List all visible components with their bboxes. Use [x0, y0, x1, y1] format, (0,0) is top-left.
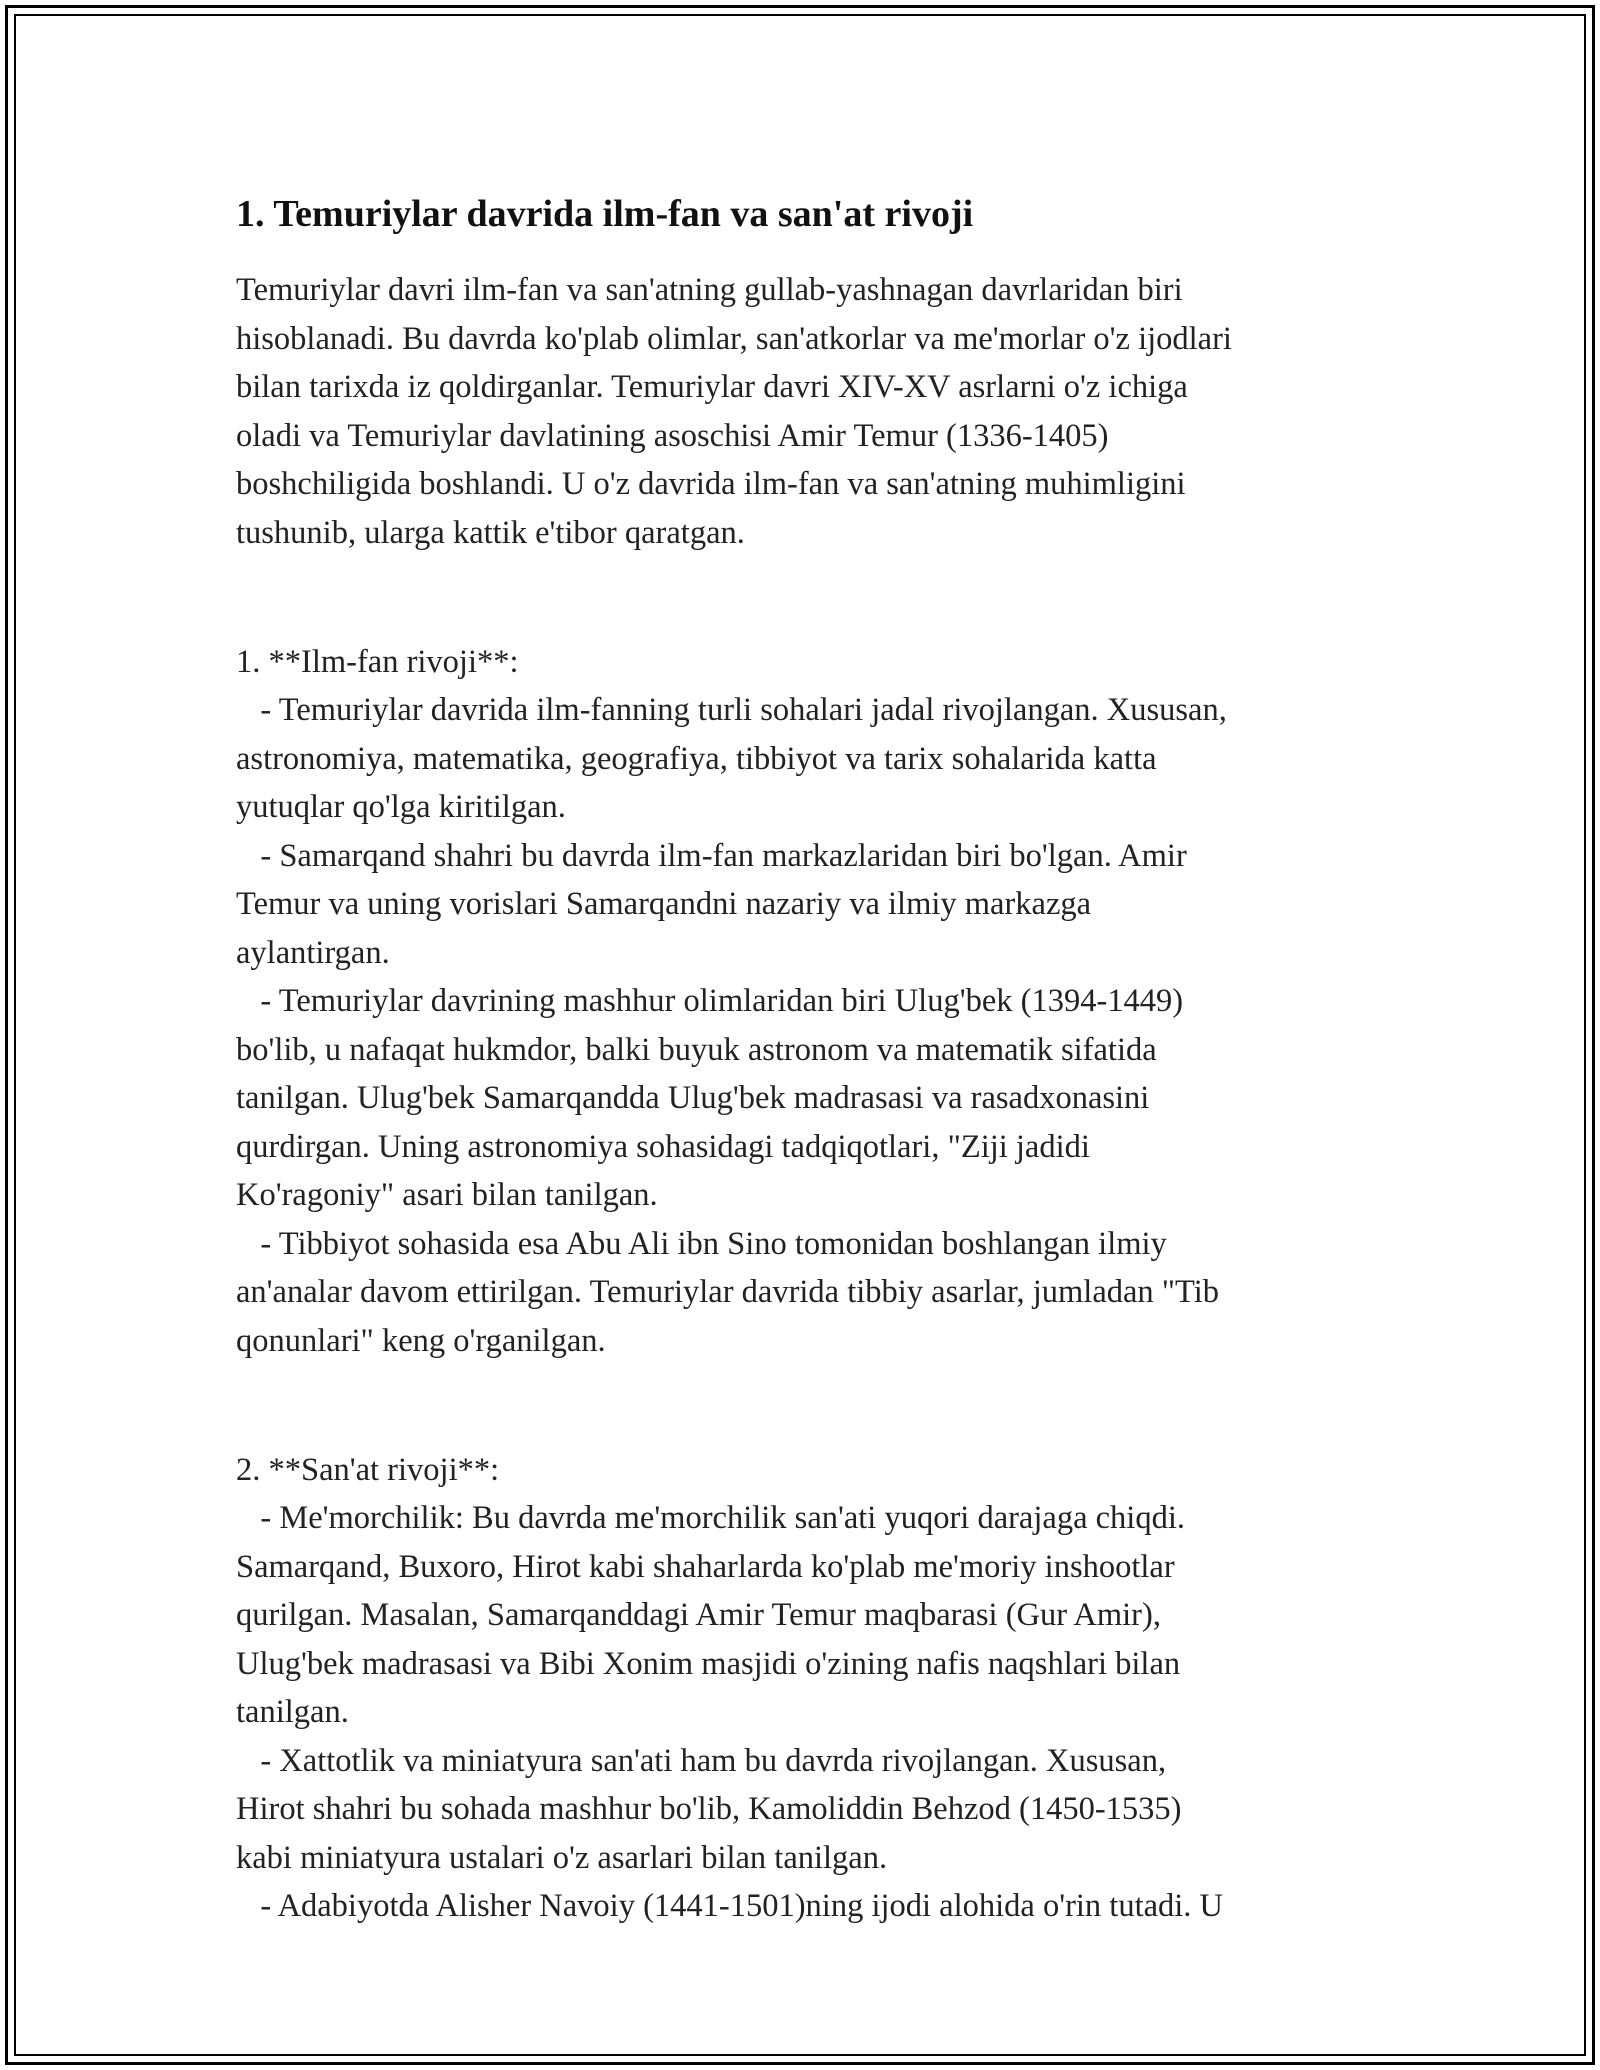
text-line: Temur va uning vorislari Samarqandni nazariy va ilmiy markazga [236, 886, 1092, 922]
text-line: - Temuriylar davrida ilm-fanning turli sohalari jadal rivojlangan. Xususan, [236, 692, 1227, 728]
text-line: Ulug'bek madrasasi va Bibi Xonim masjidi o'zining nafis naqshlari bilan [236, 1645, 1181, 1682]
text-line: - Xattotlik va miniatyura san'ati ham bu davrda rivojlangan. Xususan, [236, 1742, 1167, 1779]
text-line: qonunlari" keng o'rganilgan. [236, 1322, 606, 1359]
document-title: 1. Temuriylar davrida ilm-fan va san'at rivoji [236, 193, 974, 235]
text-line: 1. **Ilm-fan rivoji**: [236, 643, 519, 680]
text-line: hisoblanadi. Bu davrda ko'plab olimlar, san'atkorlar va me'morlar o'z ijodlari [236, 320, 1232, 357]
text-line: boshchiligida boshlandi. U o'z davrida ilm-fan va san'atning muhimligini [236, 466, 1186, 502]
text-line: oladi va Temuriylar davlatining asoschisi Amir Temur (1336-1405) [236, 417, 1109, 454]
blank-line [236, 1381, 1416, 1430]
text-line: bo'lib, u nafaqat hukmdor, balki buyuk astronom va matematik sifatida [236, 1031, 1157, 1068]
text-line: - Tibbiyot sohasida esa Abu Ali ibn Sino tomonidan boshlangan ilmiy [236, 1225, 1167, 1262]
text-line: - Me'morchilik: Bu davrda me'morchilik san'ati yuqori darajaga chiqdi. [236, 1500, 1185, 1536]
text-line: an'analar davom ettirilgan. Temuriylar davrida tibbiy asarlar, jumladan "Tib [236, 1274, 1220, 1310]
text-line: - Samarqand shahri bu davrda ilm-fan markazlaridan biri bo'lgan. Amir [236, 837, 1187, 874]
text-line: Ko'ragoniy" asari bilan tanilgan. [236, 1177, 658, 1213]
text-line: astronomiya, matematika, geografiya, tibbiyot va tarix sohalarida katta [236, 740, 1157, 777]
blank-line [236, 573, 1416, 622]
document-text [236, 266, 1416, 1931]
text-line: Temuriylar davri ilm-fan va san'atning gullab-yashnagan davrlaridan biri [236, 272, 1183, 308]
text-line: - Adabiyotda Alisher Navoiy (1441-1501)ning ijodi alohida o'rin tutadi. U [236, 1888, 1224, 1924]
document-body [236, 186, 1416, 1931]
text-line: tushunib, ularga kattik e'tibor qaratgan. [236, 514, 745, 551]
text-line: Samarqand, Buxoro, Hirot kabi shaharlarda ko'plab me'moriy inshootlar [236, 1548, 1175, 1585]
text-line: - Temuriylar davrining mashhur olimlaridan biri Ulug'bek (1394-1449) [236, 983, 1184, 1019]
text-line: yutuqlar qo'lga kiritilgan. [236, 789, 566, 825]
text-line: Hirot shahri bu sohada mashhur bo'lib, Kamoliddin Behzod (1450-1535) [236, 1791, 1182, 1827]
text-line: aylantirgan. [236, 934, 390, 971]
text-line: qurilgan. Masalan, Samarqanddagi Amir Temur maqbarasi (Gur Amir), [236, 1597, 1161, 1633]
text-line: bilan tarixda iz qoldirganlar. Temuriylar davri XIV-XV asrlarni o'z ichiga [236, 369, 1188, 405]
text-line: qurdirgan. Uning astronomiya sohasidagi tadqiqotlari, "Ziji jadidi [236, 1128, 1090, 1165]
text-line: 2. **San'at rivoji**: [236, 1451, 500, 1488]
text-line: tanilgan. Ulug'bek Samarqandda Ulug'bek madrasasi va rasadxonasini [236, 1080, 1150, 1116]
text-line: tanilgan. [236, 1694, 349, 1730]
text-line: kabi miniatyura ustalari o'z asarlari bilan tanilgan. [236, 1839, 888, 1876]
